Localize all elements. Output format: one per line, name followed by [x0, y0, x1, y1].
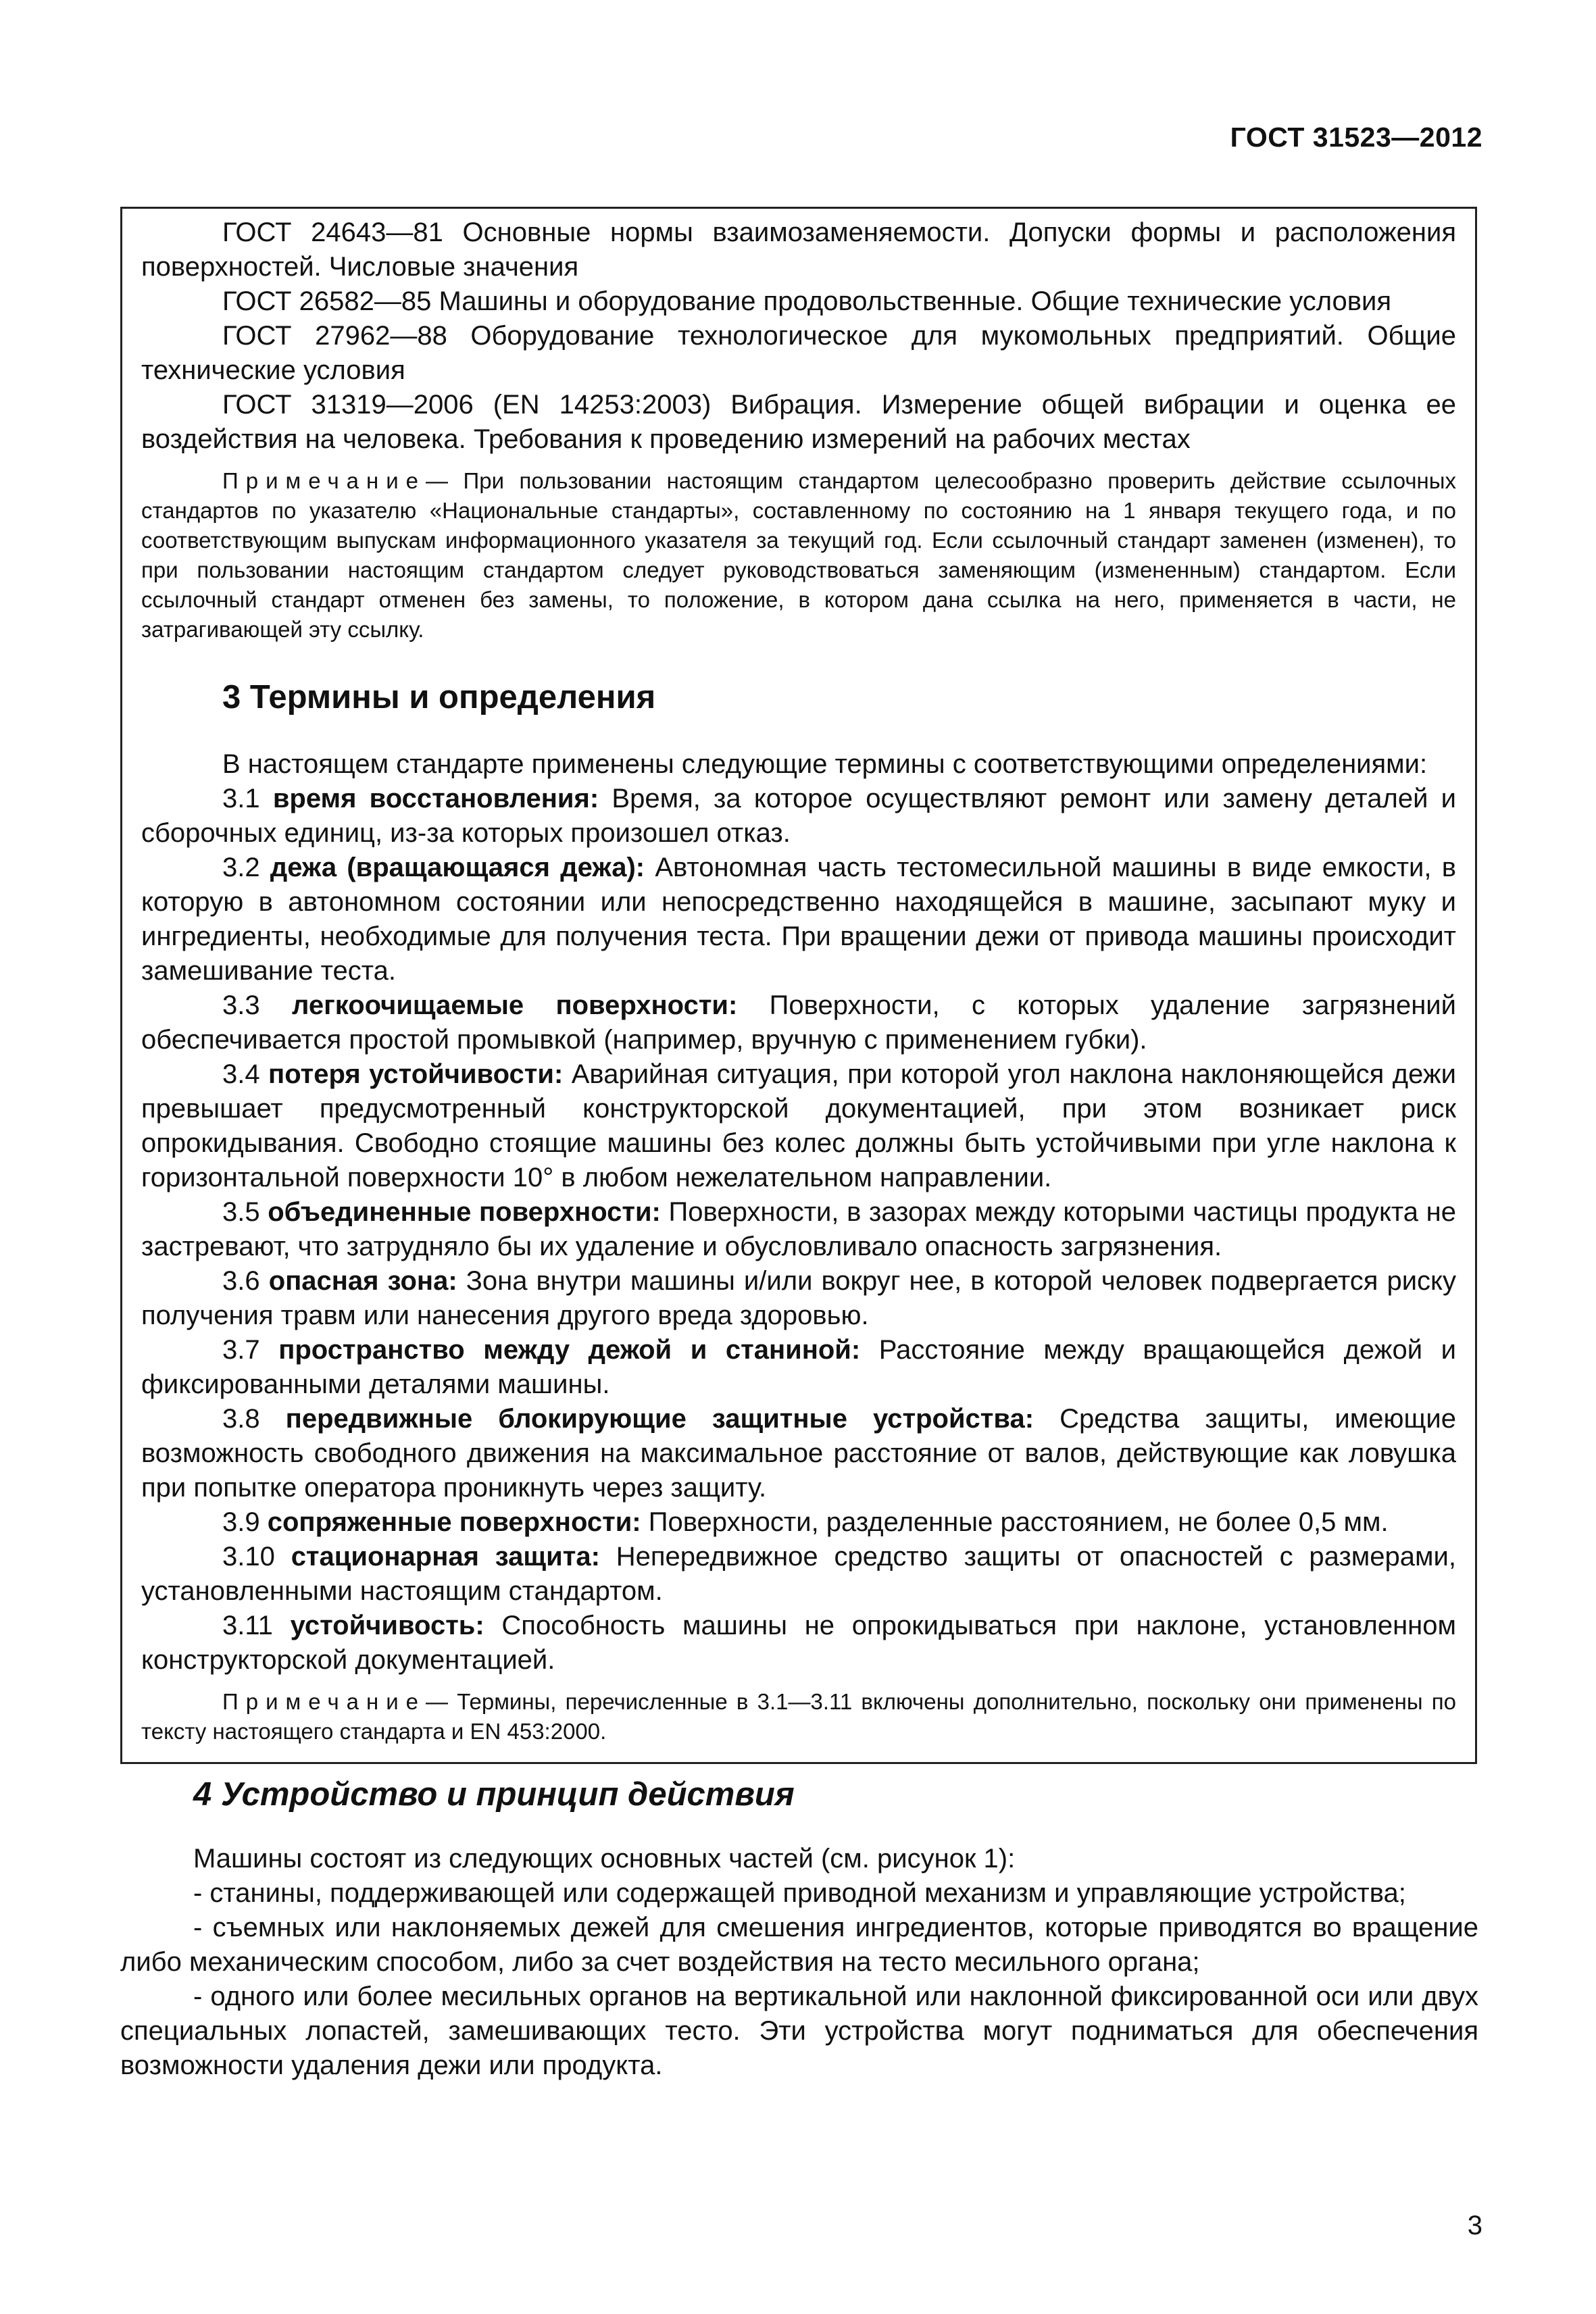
term-item: 3.1 время восстановления: Время, за которое осуществляют ремонт или замену деталей и сборочных единиц, из-за которых произошел отказ. [141, 784, 1456, 848]
note-text: — Термины, перечисленные в 3.1—3.11 включены дополнительно, поскольку они применены по тексту настоящего стандарта и EN 453:2000. [141, 1689, 1456, 1744]
term-item: 3.10 стационарная защита: Непередвижное средство защиты от опасностей с размерами, установленными настоящим стандартом. [141, 1542, 1456, 1606]
section-4-heading: 4 Устройство и принцип действия [193, 1776, 795, 1813]
term-item: 3.11 устойчивость: Способность машины не опрокидываться при наклоне, установленном конструкторской документацией. [141, 1611, 1456, 1675]
reference-item: ГОСТ 24643—81 Основные нормы взаимозаменяемости. Допуски формы и расположения поверхностей. Числовые значения [141, 218, 1456, 282]
document-code: ГОСТ 31523—2012 [1230, 122, 1482, 153]
section-4-paragraph: Машины состоят из следующих основных частей (см. рисунок 1): [193, 1844, 1016, 1873]
note-references [141, 466, 1456, 645]
page-number: 3 [1467, 2211, 1482, 2240]
term-item: 3.5 объединенные поверхности: Поверхности, в зазорах между которыми частицы продукта не застревают, что затрудняло бы их удаление и обусловливало опасность загрязнения. [141, 1197, 1456, 1261]
section-3-heading: 3 Термины и определения [222, 679, 656, 715]
section-4 [120, 1776, 1480, 2083]
term-item: 3.8 передвижные блокирующие защитные устройства: Средства защиты, имеющие возможность свободного движения на максимальное расстояние от валов, действующие как ловушка при попытке оператора проникнуть через защиту. [141, 1404, 1456, 1503]
section-4-list-item: - одного или более месильных органов на вертикальной или наклонной фиксированной оси или двух специальных лопастей, замешивающих тесто. Эти устройства могут подниматься для обеспечения возможности удаления дежи или продукта. [120, 1982, 1478, 2080]
section-4-list-item: - съемных или наклоняемых дежей для смешения ингредиентов, которые приводятся во вращение либо механическим способом, либо за счет воздействия на тесто месильного органа; [120, 1913, 1478, 1977]
reference-item: ГОСТ 27962—88 Оборудование технологическое для мукомольных предприятий. Общие технические условия [141, 321, 1456, 385]
note-terms [141, 1687, 1456, 1746]
term-item: 3.3 легкоочищаемые поверхности: Поверхности, с которых удаление загрязнений обеспечивается простой промывкой (например, вручную с применением губки). [141, 990, 1456, 1055]
section-4-list-item: - станины, поддерживающей или содержащей приводной механизм и управляющие устройства; [193, 1878, 1406, 1908]
term-item: 3.2 дежа (вращающаяся дежа): Автономная часть тестомесильной машины в виде емкости, в которую в автономном состоянии или непосредственно находящейся в машине, засыпают муку и ингредиенты, необходимые для получения теста. При вращении дежи от привода машины происходит замешивание теста. [141, 853, 1457, 986]
term-item: 3.6 опасная зона: Зона внутри машины и/или вокруг нее, в которой человек подвергается риску получения травм или нанесения другого вреда здоровью. [141, 1266, 1456, 1330]
reference-item: ГОСТ 26582—85 Машины и оборудование продовольственные. Общие технические условия [222, 286, 1392, 316]
term-item: 3.9 сопряженные поверхности: Поверхности, разделенные расстоянием, не более 0,5 мм. [222, 1507, 1389, 1537]
term-item: 3.7 пространство между дежой и станиной: Расстояние между вращающейся дежой и фиксированными деталями машины. [141, 1335, 1456, 1399]
term-item: 3.4 потеря устойчивости: Аварийная ситуация, при которой угол наклона наклоняющейся дежи превышает предусмотренный конструкторской документацией, при этом возникает риск опрокидывания. Свободно стоящие машины без колес должны быть устойчивыми при угле наклона к горизонтальной поверхности 10° в любом нежелательном направлении. [141, 1059, 1456, 1192]
note-label: Примечание [222, 468, 426, 493]
reference-item: ГОСТ 31319—2006 (EN 14253:2003) Вибрация. Измерение общей вибрации и оценка ее воздействия на человека. Требования к проведению измерений на рабочих местах [141, 390, 1456, 454]
framed-section [120, 207, 1477, 1764]
note-text: — При пользовании настоящим стандартом целесообразно проверить действие ссылочных стандартов по указателю «Национальные стандарты», составленному по состоянию на 1 января текущего года, и по соответствующим выпускам информационного указателя за текущий год. Если ссылочный стандарт заменен (изменен), то при пользовании настоящим стандартом следует руководствоваться заменяющим (измененным) стандартом. Если ссылочный стандарт отменен без замены, то положение, в котором дана ссылка на него, применяется в части, не затрагивающей эту ссылку. [141, 468, 1456, 642]
note-label: Примечание [222, 1689, 426, 1714]
section-3-intro: В настоящем стандарте применены следующие термины с соответствующими определениями: [222, 749, 1428, 779]
